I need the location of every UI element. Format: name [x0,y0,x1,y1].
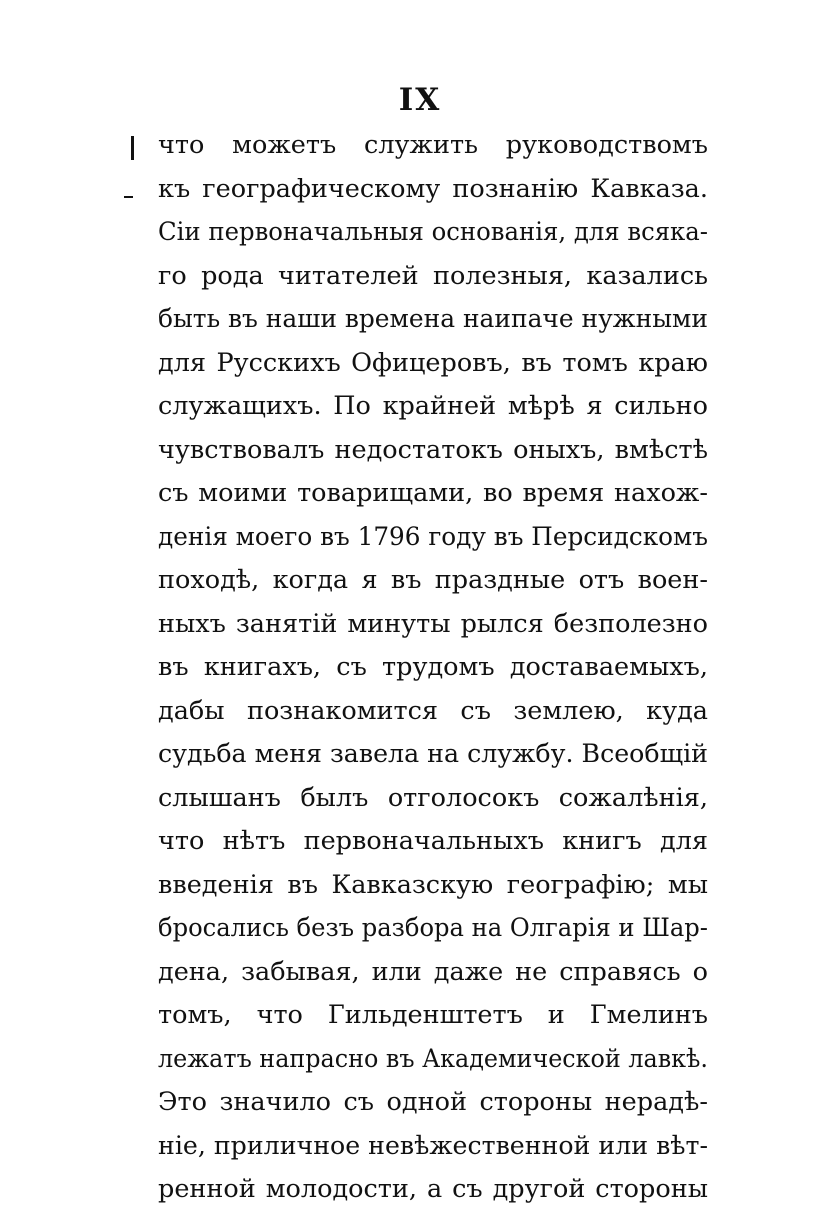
text-line: дабы познакомится съ землею, куда [158,695,708,726]
text-line: чувствовалъ недостатокъ оныхъ, вмѣстѣ [158,434,708,465]
page-number: IX [398,82,442,118]
text-line: дена, забывая, или даже не справясь о [158,956,708,987]
text-line: слышанъ былъ отголосокъ сожалѣнія, [158,782,708,813]
text-line: служащихъ. По крайней мѣрѣ я сильно [158,391,708,421]
text-line: для Русскихъ Офицеровъ, въ томъ краю [158,347,708,378]
text-line: Это значило съ одной стороны нерадѣ- [158,1087,708,1117]
text-line: съ моими товарищами, во время нахож- [158,478,708,508]
text-line: походѣ, когда я въ праздные отъ воен- [158,565,708,595]
text-line: къ географическому познанію Кавказа. [158,173,708,204]
text-line: введенія въ Кавказскую географію; мы [158,869,708,900]
text-line: ренной молодости, а съ другой стороны [158,1174,708,1204]
text-line: ныхъ занятій минуты рылся безполезно [158,608,708,639]
text-line: томъ, что Гильденштетъ и Гмелинъ [158,1000,708,1030]
text-line: лежатъ напрасно въ Академической лавкѣ. [158,1043,708,1074]
text-line: что нѣтъ первоначальныхъ книгъ для [158,826,708,856]
text-line: бросались безъ разбора на Олгарія и Шар- [158,913,708,943]
margin-mark-dash [124,196,133,198]
text-line: денія моего въ 1796 году въ Персидскомъ [158,521,708,552]
text-line: Сіи первоначальныя основанія, для всяка- [158,217,709,247]
text-line: что можетъ служить руководствомъ [158,130,708,160]
text-line: судьба меня завела на службу. Всеобщій [158,739,708,769]
text-line: въ книгахъ, съ трудомъ доставаемыхъ, [158,652,708,682]
text-line: быть въ наши времена наипаче нужными [158,304,709,334]
body-text [158,124,708,1212]
margin-mark-bar [131,136,134,160]
text-line: ніе, приличное невѣжественной или вѣт- [158,1130,709,1161]
text-line: го рода читателей полезныя, казались [158,260,708,291]
